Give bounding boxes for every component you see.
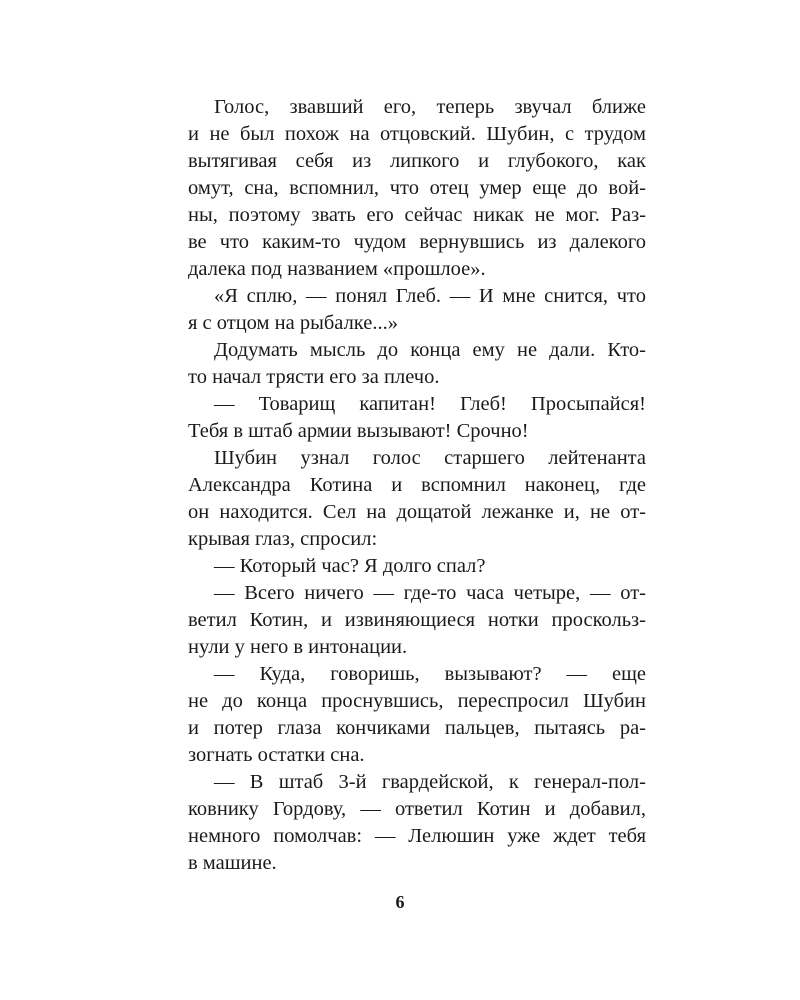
- text-line: Додумать мысль до конца ему не дали. Кто-: [214, 339, 646, 361]
- paragraph-7: [188, 580, 646, 661]
- text-line: — Который час? Я долго спал?: [214, 555, 486, 577]
- text-line: нули у него в интонации.: [188, 636, 408, 658]
- page-number: 6: [395, 892, 405, 912]
- text-line: ны, поэтому звать его сейчас никак не мог. Раз-: [188, 204, 646, 226]
- text-line: — Куда, говоришь, вызывают? — еще: [214, 663, 646, 685]
- text-line: ве что каким-то чудом вернувшись из далекого: [188, 231, 646, 253]
- text-line: в машине.: [188, 852, 277, 874]
- text-line: зогнать остатки сна.: [188, 744, 365, 766]
- text-line: я с отцом на рыбалке...»: [188, 312, 398, 334]
- text-line: далека под названием «прошлое».: [188, 258, 486, 280]
- text-line: — В штаб 3-й гвардейской, к генерал-пол-: [214, 771, 646, 793]
- text-line: Голос, звавший его, теперь звучал ближе: [214, 96, 646, 118]
- text-line: и не был похож на отцовский. Шубин, с трудом: [188, 123, 646, 145]
- text-line: то начал трясти его за плечо.: [188, 366, 440, 388]
- text-line: вытягивая себя из липкого и глубокого, как: [188, 150, 646, 172]
- paragraph-3: [188, 337, 646, 391]
- paragraph-4: [188, 391, 646, 445]
- text-line: омут, сна, вспомнил, что отец умер еще до вой-: [188, 177, 646, 199]
- text-line: немного помолчав: — Лелюшин уже ждет тебя: [188, 825, 646, 847]
- paragraph-8: [188, 661, 646, 769]
- text-line: и потер глаза кончиками пальцев, пытаясь ра-: [188, 717, 646, 739]
- text-line: Тебя в штаб армии вызывают! Срочно!: [188, 420, 529, 442]
- paragraph-1: [188, 94, 646, 283]
- paragraph-2: [188, 283, 646, 337]
- text-line: ветил Котин, и извиняющиеся нотки проскольз-: [188, 609, 646, 631]
- text-line: — Всего ничего — где-то часа четыре, — от-: [214, 582, 646, 604]
- text-line: крывая глаз, спросил:: [188, 528, 378, 550]
- text-line: Шубин узнал голос старшего лейтенанта: [214, 447, 646, 469]
- paragraph-5: [188, 445, 646, 553]
- book-page-text: [188, 94, 646, 877]
- paragraph-9: [188, 769, 646, 877]
- paragraph-6: [188, 553, 646, 580]
- text-line: — Товарищ капитан! Глеб! Просыпайся!: [214, 393, 646, 415]
- text-line: не до конца проснувшись, переспросил Шубин: [188, 690, 646, 712]
- text-line: он находится. Сел на дощатой лежанке и, не от-: [188, 501, 646, 523]
- text-line: Александра Котина и вспомнил наконец, где: [188, 474, 646, 496]
- text-line: «Я сплю, — понял Глеб. — И мне снится, что: [214, 285, 646, 307]
- text-line: ковнику Гордову, — ответил Котин и добавил,: [188, 798, 646, 820]
